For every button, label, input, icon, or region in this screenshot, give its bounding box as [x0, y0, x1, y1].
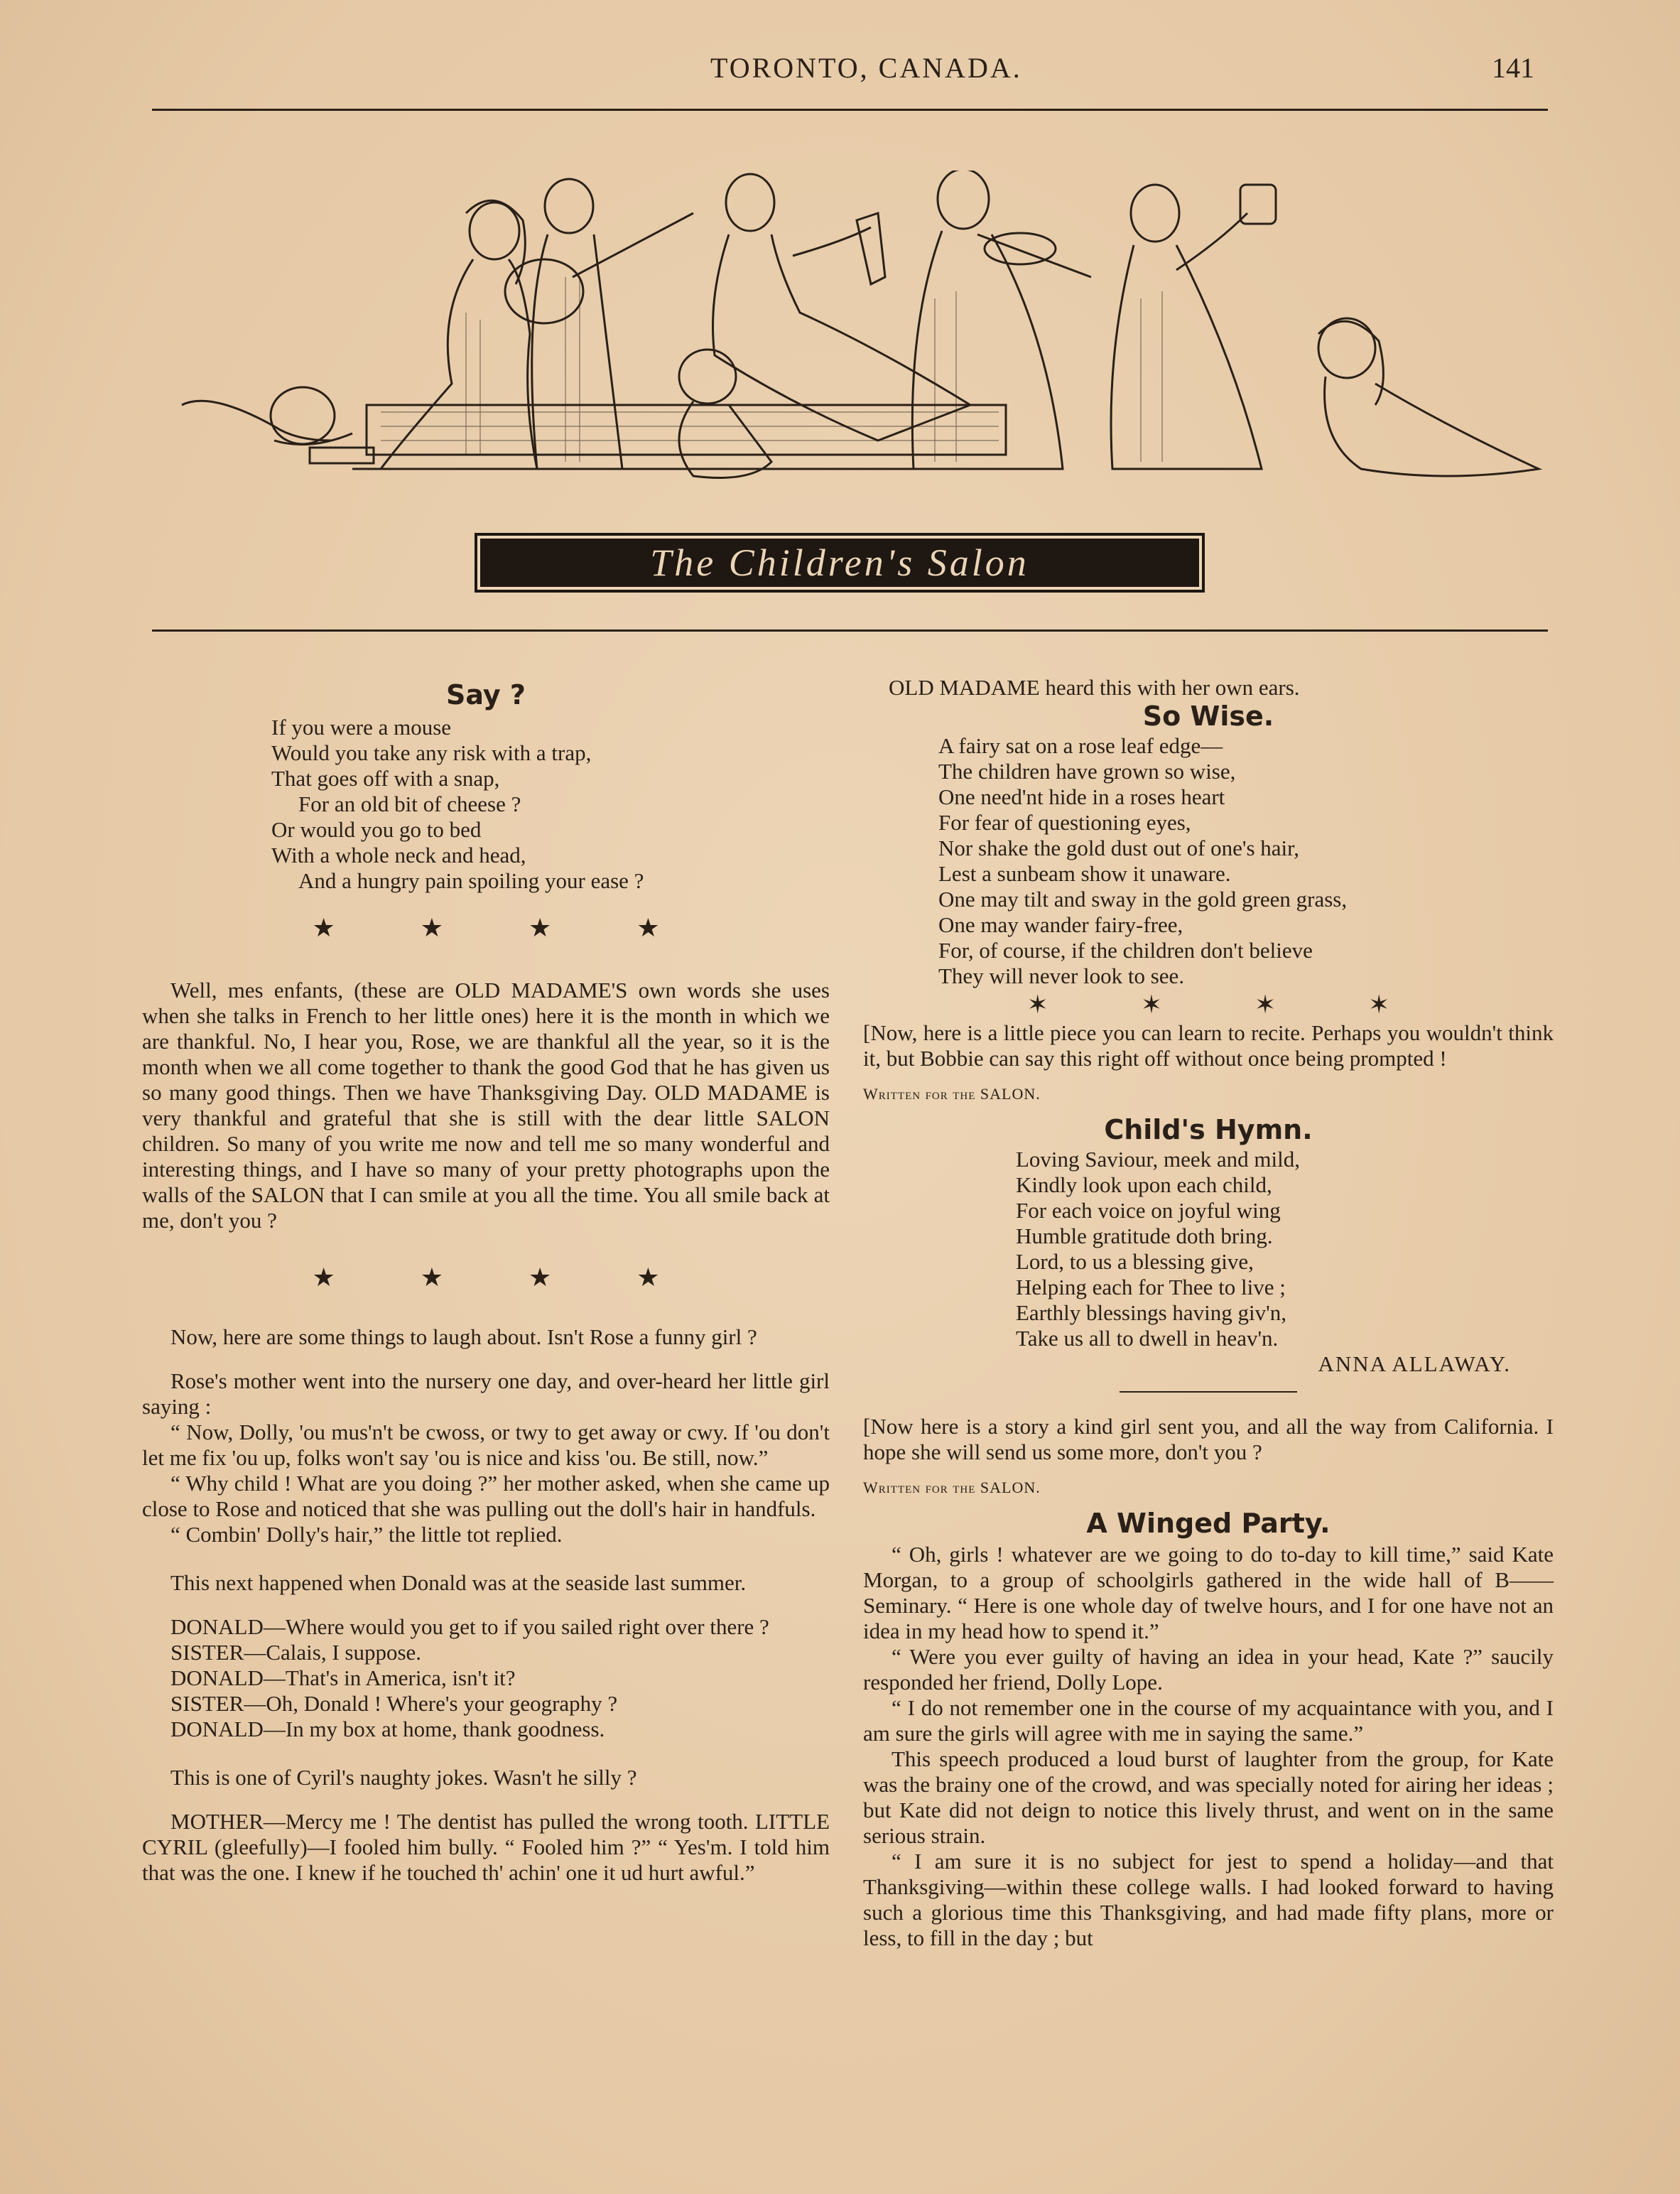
star-divider: [142, 1265, 830, 1290]
star-icon: ★: [420, 1263, 443, 1292]
winged-title: A Winged Party.: [1086, 1508, 1331, 1539]
poem-line: Loving Saviour, meek and mild,: [1016, 1147, 1300, 1172]
poem-line: Lest a sunbeam show it unaware.: [938, 861, 1231, 886]
so-wise-poem: [938, 733, 1554, 989]
star-icon: ★: [636, 914, 660, 942]
star-icon: ★: [636, 1263, 660, 1292]
star-icon: ✶: [1368, 990, 1390, 1019]
poem-line: Take us all to dwell in heav'n.: [1016, 1326, 1279, 1351]
poem-line: That goes off with a snap,: [271, 766, 500, 791]
star-icon: ✶: [1026, 990, 1048, 1019]
rose-paragraph: “ Combin' Dolly's hair,” the little tot replied.: [170, 1522, 563, 1547]
poem-line: Would you take any risk with a trap,: [271, 740, 592, 765]
hymn-poem: [1016, 1147, 1554, 1351]
story-paragraph: “ I do not remember one in the course of my acquaintance with you, and I am sure the girls will agree with me in saying the same.”: [863, 1695, 1554, 1746]
madame-line: OLD MADAME heard this with her own ears.: [889, 675, 1300, 700]
salon-title-text: The Children's Salon: [650, 541, 1029, 584]
hymn-author: ANNA ALLAWAY.: [1318, 1351, 1511, 1376]
poem-line: A fairy sat on a rose leaf edge—: [938, 733, 1223, 758]
poem-line: And a hungry pain spoiling your ease ?: [298, 868, 644, 893]
cyril-joke: MOTHER—Mercy me ! The dentist has pulled the wrong tooth. LITTLE CYRIL (gleefully)—I fooled him bully. “ Fooled him ?” “ Yes'm. I told him that was the one. I knew if he touched th' achin' one it ud hurt awful.”: [142, 1809, 830, 1885]
laugh-intro: Now, here are some things to laugh about. Isn't Rose a funny girl ?: [170, 1324, 757, 1349]
written-for-credit: Written for the SALON.: [863, 1479, 1041, 1496]
header-rule: [152, 109, 1548, 111]
page-number: 141: [1492, 52, 1534, 84]
dialog-line: DONALD—That's in America, isn't it?: [170, 1665, 516, 1690]
star-icon: ★: [312, 914, 335, 942]
star-icon: ★: [312, 1263, 335, 1292]
rose-paragraph: “ Why child ! What are you doing ?” her mother asked, when she came up close to Rose and noticed that she was pulling out the doll's hair in handfuls.: [142, 1471, 830, 1521]
star-icon: ★: [420, 914, 443, 942]
poem-line: One may tilt and sway in the gold green grass,: [938, 887, 1348, 912]
poem-line: For an old bit of cheese ?: [298, 791, 521, 816]
poem-line: Helping each for Thee to live ;: [1016, 1275, 1286, 1299]
poem-line: They will never look to see.: [938, 963, 1185, 988]
star-divider: [142, 915, 830, 941]
story-paragraph: “ Oh, girls ! whatever are we going to do to-day to kill time,” said Kate Morgan, to a group of schoolgirls gathered in the wide hall of B—— Seminary. “ Here is one whole day of twelve hours, and I for one have not an idea in my head how to spend it.”: [863, 1542, 1554, 1643]
salon-illustration: [168, 171, 1542, 590]
rose-paragraph: Rose's mother went into the nursery one day, and over-heard her little girl saying :: [142, 1368, 830, 1419]
written-for-credit: Written for the SALON.: [863, 1085, 1041, 1103]
say-title: Say ?: [446, 679, 526, 710]
story-note: [Now here is a story a kind girl sent you, and all the way from California. I hope she will send us some more, don't you ?: [863, 1414, 1554, 1464]
say-poem: [271, 715, 830, 894]
dialog-line: SISTER—Calais, I suppose.: [170, 1640, 422, 1665]
dialog-line: SISTER—Oh, Donald ! Where's your geography ?: [170, 1691, 618, 1716]
star-icon: ✶: [1140, 990, 1162, 1019]
star-divider: [863, 992, 1554, 1017]
story-paragraph: “ Were you ever guilty of having an idea in your head, Kate ?” saucily responded her friend, Dolly Lope.: [863, 1644, 1554, 1695]
left-column: [142, 675, 830, 1886]
dialog-line: DONALD—In my box at home, thank goodness.: [170, 1717, 605, 1741]
poem-line: Kindly look upon each child,: [1016, 1172, 1272, 1197]
rose-paragraph: “ Now, Dolly, 'ou mus'n't be cwoss, or twy to get away or cwy. If 'ou don't let me fix 'ou up, folks won't say 'ou is nice and kiss 'ou. Be still, now.”: [142, 1420, 830, 1470]
poem-line: Or would you go to bed: [271, 817, 482, 842]
poem-line: Earthly blessings having giv'n,: [1016, 1300, 1286, 1325]
poem-line: If you were a mouse: [271, 715, 452, 740]
cyril-intro: This is one of Cyril's naughty jokes. Wasn't he silly ?: [170, 1765, 637, 1790]
poem-line: For, of course, if the children don't believe: [938, 938, 1313, 963]
welcome-paragraph: Well, mes enfants, (these are OLD MADAME'S own words she uses when she talks in French to her little ones) here it is the month in which we are thankful. No, I hear you, Rose, we are thankful all the year, so it is the month when we all come together to thank the good God that he has given us so many good things. Then we have Thanksgiving Day. OLD MADAME is very thankful and grateful that she is still with the dear little SALON children. So many of you write me now and tell me so many wonderful and interesting things, and I have so many of your pretty photographs upon the walls of the SALON that I can smile at you all the time. You all smile back at me, don't you ?: [142, 978, 830, 1233]
poem-line: The children have grown so wise,: [938, 759, 1236, 784]
story-paragraph: “ I am sure it is no subject for jest to spend a holiday—and that Thanksgiving—within these college walls. I had looked forward to having such a glorious time this Thanksgiving, and had made fifty plans, more or less, to fill in the day ; but: [863, 1849, 1554, 1950]
so-wise-title: So Wise.: [1142, 701, 1274, 732]
recite-note: [Now, here is a little piece you can learn to recite. Perhaps you wouldn't think it, but Bobbie can say this right off without once being prompted !: [863, 1020, 1554, 1071]
dialog-line: DONALD—Where would you get to if you sailed right over there ?: [170, 1614, 769, 1639]
star-icon: ★: [529, 914, 552, 942]
poem-line: Nor shake the gold dust out of one's hair,: [938, 836, 1300, 860]
poem-line: With a whole neck and head,: [271, 843, 526, 868]
story-paragraph: This speech produced a loud burst of laughter from the group, for Kate was the brainy one of the crowd, and was specially noted for airing her ideas ; but Kate did not deign to notice this lively thrust, and went on in the same serious strain.: [863, 1746, 1554, 1848]
poem-line: Lord, to us a blessing give,: [1016, 1249, 1254, 1274]
running-title: TORONTO, CANADA.: [710, 52, 1022, 84]
star-icon: ★: [529, 1263, 552, 1292]
running-head: [0, 44, 1680, 94]
poem-line: For each voice on joyful wing: [1016, 1198, 1281, 1223]
poem-line: For fear of questioning eyes,: [938, 810, 1191, 835]
section-rule: [1120, 1391, 1297, 1393]
right-column: [863, 675, 1554, 1951]
donald-intro: This next happened when Donald was at the seaside last summer.: [170, 1570, 747, 1595]
poem-line: Humble gratitude doth bring.: [1016, 1223, 1273, 1248]
poem-line: One need'nt hide in a roses heart: [938, 784, 1225, 809]
hymn-title: Child's Hymn.: [1104, 1114, 1313, 1145]
salon-title-plate: [475, 533, 1205, 593]
banner-rule: [152, 629, 1548, 632]
muses-engraving-icon: [168, 171, 1542, 590]
poem-line: One may wander fairy-free,: [938, 912, 1183, 937]
star-icon: ✶: [1254, 990, 1277, 1019]
